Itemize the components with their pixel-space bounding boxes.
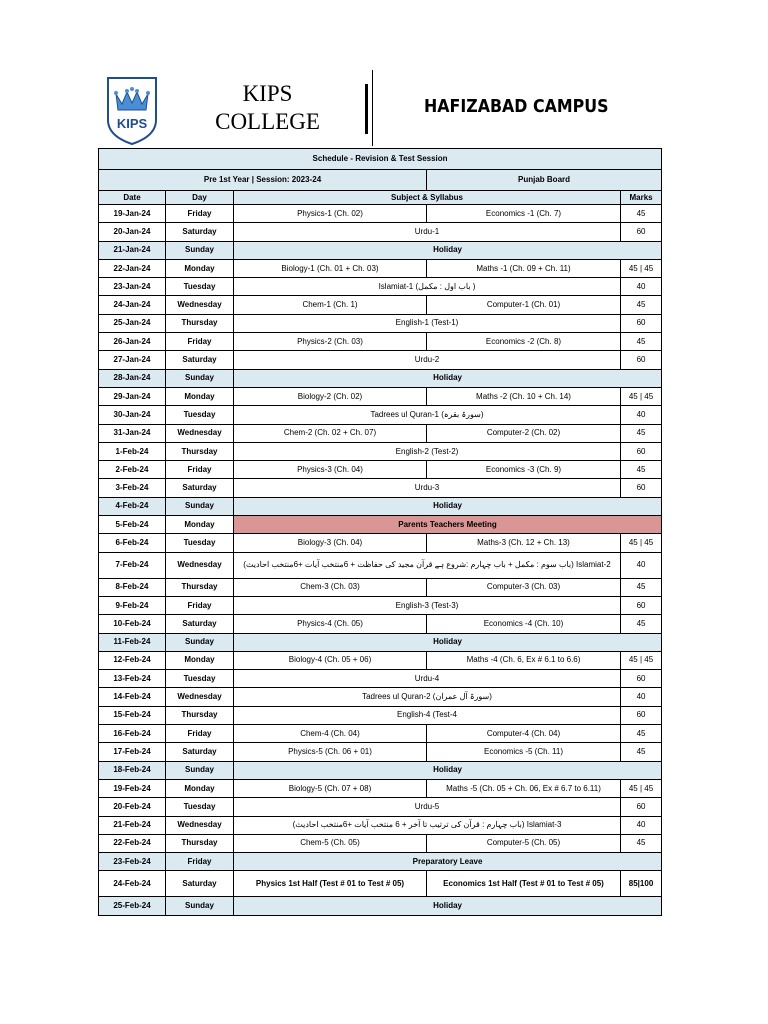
date-cell: 8-Feb-24	[99, 578, 166, 596]
marks-cell: 40	[621, 278, 662, 296]
subject-cell: Maths -1 (Ch. 09 + Ch. 11)	[427, 259, 621, 277]
marks-cell: 45	[621, 424, 662, 442]
table-row	[99, 534, 662, 552]
subject-cell: Urdu-3	[234, 479, 621, 497]
table-row	[99, 743, 662, 761]
table-row	[99, 871, 662, 897]
day-cell: Saturday	[166, 871, 234, 897]
date-cell: 4-Feb-24	[99, 497, 166, 515]
subject-cell: Physics 1st Half (Test # 01 to Test # 05)	[234, 871, 427, 897]
subject-cell: Economics -3 (Ch. 9)	[427, 461, 621, 479]
table-row	[99, 798, 662, 816]
table-row	[99, 651, 662, 669]
subject-cell: Maths -2 (Ch. 10 + Ch. 14)	[427, 387, 621, 405]
subject-cell: Computer-1 (Ch. 01)	[427, 296, 621, 314]
date-cell: 28-Jan-24	[99, 369, 166, 387]
marks-cell: 60	[621, 706, 662, 724]
date-cell: 6-Feb-24	[99, 534, 166, 552]
marks-cell: 45	[621, 834, 662, 852]
table-row	[99, 633, 662, 651]
logo-text: KIPS	[116, 116, 148, 131]
marks-cell: 45	[621, 333, 662, 351]
subject-cell: Economics -4 (Ch. 10)	[427, 615, 621, 633]
day-cell: Sunday	[166, 897, 234, 915]
subject-cell: Biology-4 (Ch. 05 + 06)	[234, 651, 427, 669]
marks-cell: 40	[621, 552, 662, 578]
subject-cell: Computer-4 (Ch. 04)	[427, 725, 621, 743]
table-row	[99, 779, 662, 797]
subject-cell: (باب چہارم : قرآن کی ترتیب تا آخر + 6 منتخب آیات +6منتخب احادیث) Islamiat-3	[234, 816, 621, 834]
marks-cell: 45	[621, 461, 662, 479]
table-row	[99, 725, 662, 743]
day-cell: Friday	[166, 853, 234, 871]
date-cell: 17-Feb-24	[99, 743, 166, 761]
marks-cell: 45	[621, 296, 662, 314]
table-row	[99, 615, 662, 633]
day-cell: Tuesday	[166, 406, 234, 424]
column-header-date: Date	[99, 191, 166, 205]
marks-cell: 45 | 45	[621, 387, 662, 405]
date-cell: 15-Feb-24	[99, 706, 166, 724]
subject-cell: Physics-3 (Ch. 04)	[234, 461, 427, 479]
college-name-line1: KIPS	[242, 81, 293, 106]
subject-cell: Economics -1 (Ch. 7)	[427, 205, 621, 223]
column-header-subject: Subject & Syllabus	[234, 191, 621, 205]
subject-cell: Economics -5 (Ch. 11)	[427, 743, 621, 761]
table-row	[99, 578, 662, 596]
day-cell: Wednesday	[166, 552, 234, 578]
table-row	[99, 259, 662, 277]
subject-cell: Biology-5 (Ch. 07 + 08)	[234, 779, 427, 797]
table-row	[99, 461, 662, 479]
subject-cell: Computer-3 (Ch. 03)	[427, 578, 621, 596]
subject-cell: (باب سوم : مکمل + باب چہارم :شروع ہے قرآن مجید کی حفاظت + 6منتخب آیات +6منتخب احادیث) Islamiat-2	[234, 552, 621, 578]
marks-cell: 45	[621, 725, 662, 743]
subject-cell: English-1 (Test-1)	[234, 314, 621, 332]
subject-cell: Physics-4 (Ch. 05)	[234, 615, 427, 633]
date-cell: 24-Feb-24	[99, 871, 166, 897]
subject-cell: Islamiat-1 (باب اول : مکمل )	[234, 278, 621, 296]
date-cell: 22-Jan-24	[99, 259, 166, 277]
table-row	[99, 387, 662, 405]
page-header	[0, 0, 768, 148]
table-row	[99, 241, 662, 259]
subject-cell: Urdu-2	[234, 351, 621, 369]
ptm-cell: Parents Teachers Meeting	[234, 516, 662, 534]
day-cell: Sunday	[166, 633, 234, 651]
subject-cell: English-2 (Test-2)	[234, 442, 621, 460]
subject-cell: Urdu-1	[234, 223, 621, 241]
table-row	[99, 406, 662, 424]
date-cell: 23-Jan-24	[99, 278, 166, 296]
day-cell: Monday	[166, 516, 234, 534]
table-row	[99, 479, 662, 497]
marks-cell: 45 | 45	[621, 651, 662, 669]
marks-cell: 60	[621, 798, 662, 816]
header-divider-thin	[372, 70, 373, 146]
marks-cell: 60	[621, 351, 662, 369]
day-cell: Friday	[166, 461, 234, 479]
subject-cell: English-4 (Test-4	[234, 706, 621, 724]
date-cell: 20-Jan-24	[99, 223, 166, 241]
date-cell: 21-Feb-24	[99, 816, 166, 834]
subject-cell: Biology-3 (Ch. 04)	[234, 534, 427, 552]
table-row	[99, 497, 662, 515]
subject-cell: Biology-2 (Ch. 02)	[234, 387, 427, 405]
subject-cell: Physics-5 (Ch. 06 + 01)	[234, 743, 427, 761]
marks-cell: 45 | 45	[621, 259, 662, 277]
subject-cell: Chem-1 (Ch. 1)	[234, 296, 427, 314]
holiday-cell: Holiday	[234, 497, 662, 515]
date-cell: 14-Feb-24	[99, 688, 166, 706]
day-cell: Monday	[166, 387, 234, 405]
table-row	[99, 834, 662, 852]
marks-cell: 45 | 45	[621, 779, 662, 797]
marks-cell: 45	[621, 615, 662, 633]
table-row	[99, 670, 662, 688]
day-cell: Tuesday	[166, 670, 234, 688]
date-cell: 2-Feb-24	[99, 461, 166, 479]
subject-cell: English-3 (Test-3)	[234, 596, 621, 614]
table-row	[99, 761, 662, 779]
table-row	[99, 296, 662, 314]
subject-cell: Chem-3 (Ch. 03)	[234, 578, 427, 596]
day-cell: Sunday	[166, 761, 234, 779]
marks-cell: 60	[621, 479, 662, 497]
table-row	[99, 369, 662, 387]
marks-cell: 60	[621, 670, 662, 688]
table-row	[99, 205, 662, 223]
date-cell: 21-Jan-24	[99, 241, 166, 259]
day-cell: Wednesday	[166, 424, 234, 442]
table-row	[99, 223, 662, 241]
table-row	[99, 442, 662, 460]
holiday-cell: Holiday	[234, 241, 662, 259]
header-divider	[365, 84, 368, 134]
date-cell: 16-Feb-24	[99, 725, 166, 743]
subject-cell: Physics-1 (Ch. 02)	[234, 205, 427, 223]
day-cell: Thursday	[166, 442, 234, 460]
marks-cell: 45	[621, 743, 662, 761]
college-name	[205, 80, 330, 136]
subject-cell: Computer-2 (Ch. 02)	[427, 424, 621, 442]
date-cell: 1-Feb-24	[99, 442, 166, 460]
date-cell: 24-Jan-24	[99, 296, 166, 314]
column-header-day: Day	[166, 191, 234, 205]
day-cell: Wednesday	[166, 296, 234, 314]
table-row	[99, 706, 662, 724]
subject-cell: Urdu-5	[234, 798, 621, 816]
day-cell: Friday	[166, 596, 234, 614]
day-cell: Monday	[166, 779, 234, 797]
subject-cell: Biology-1 (Ch. 01 + Ch. 03)	[234, 259, 427, 277]
date-cell: 19-Feb-24	[99, 779, 166, 797]
table-row	[99, 351, 662, 369]
day-cell: Friday	[166, 205, 234, 223]
board-label: Punjab Board	[427, 170, 662, 191]
date-cell: 25-Feb-24	[99, 897, 166, 915]
subject-cell: Maths -4 (Ch. 6, Ex # 6.1 to 6.6)	[427, 651, 621, 669]
subject-cell: Tadrees ul Quran-1 (سورۃ بقرہ)	[234, 406, 621, 424]
schedule-title: Schedule - Revision & Test Session	[99, 149, 662, 170]
marks-cell: 60	[621, 596, 662, 614]
day-cell: Monday	[166, 651, 234, 669]
holiday-cell: Holiday	[234, 897, 662, 915]
day-cell: Sunday	[166, 369, 234, 387]
prep-leave-cell: Preparatory Leave	[234, 853, 662, 871]
holiday-cell: Holiday	[234, 633, 662, 651]
marks-cell: 60	[621, 223, 662, 241]
day-cell: Wednesday	[166, 688, 234, 706]
date-cell: 29-Jan-24	[99, 387, 166, 405]
date-cell: 20-Feb-24	[99, 798, 166, 816]
date-cell: 26-Jan-24	[99, 333, 166, 351]
date-cell: 11-Feb-24	[99, 633, 166, 651]
college-name-line2: COLLEGE	[215, 109, 320, 134]
date-cell: 13-Feb-24	[99, 670, 166, 688]
day-cell: Saturday	[166, 615, 234, 633]
day-cell: Thursday	[166, 706, 234, 724]
day-cell: Thursday	[166, 834, 234, 852]
date-cell: 19-Jan-24	[99, 205, 166, 223]
day-cell: Saturday	[166, 743, 234, 761]
day-cell: Thursday	[166, 578, 234, 596]
date-cell: 25-Jan-24	[99, 314, 166, 332]
table-row	[99, 897, 662, 915]
subject-cell: Maths -5 (Ch. 05 + Ch. 06, Ex # 6.7 to 6.11)	[427, 779, 621, 797]
marks-cell: 60	[621, 442, 662, 460]
table-row	[99, 278, 662, 296]
kips-logo-icon	[106, 76, 158, 146]
day-cell: Tuesday	[166, 278, 234, 296]
table-row	[99, 314, 662, 332]
marks-cell: 45 | 45	[621, 534, 662, 552]
schedule-body	[99, 205, 662, 916]
subject-cell: Urdu-4	[234, 670, 621, 688]
subject-cell: Chem-4 (Ch. 04)	[234, 725, 427, 743]
subject-cell: Maths-3 (Ch. 12 + Ch. 13)	[427, 534, 621, 552]
day-cell: Friday	[166, 725, 234, 743]
table-row	[99, 596, 662, 614]
marks-cell: 85|100	[621, 871, 662, 897]
marks-cell: 60	[621, 314, 662, 332]
table-row	[99, 688, 662, 706]
table-row	[99, 333, 662, 351]
holiday-cell: Holiday	[234, 369, 662, 387]
day-cell: Tuesday	[166, 798, 234, 816]
holiday-cell: Holiday	[234, 761, 662, 779]
subject-cell: Computer-5 (Ch. 05)	[427, 834, 621, 852]
marks-cell: 45	[621, 578, 662, 596]
table-row	[99, 516, 662, 534]
day-cell: Tuesday	[166, 534, 234, 552]
date-cell: 5-Feb-24	[99, 516, 166, 534]
date-cell: 10-Feb-24	[99, 615, 166, 633]
date-cell: 9-Feb-24	[99, 596, 166, 614]
date-cell: 31-Jan-24	[99, 424, 166, 442]
subject-cell: Economics -2 (Ch. 8)	[427, 333, 621, 351]
table-row	[99, 853, 662, 871]
session-label: Pre 1st Year | Session: 2023-24	[99, 170, 427, 191]
date-cell: 22-Feb-24	[99, 834, 166, 852]
subject-cell: Chem-2 (Ch. 02 + Ch. 07)	[234, 424, 427, 442]
date-cell: 12-Feb-24	[99, 651, 166, 669]
day-cell: Saturday	[166, 223, 234, 241]
subject-cell: Chem-5 (Ch. 05)	[234, 834, 427, 852]
day-cell: Friday	[166, 333, 234, 351]
date-cell: 27-Jan-24	[99, 351, 166, 369]
table-row	[99, 552, 662, 578]
day-cell: Wednesday	[166, 816, 234, 834]
day-cell: Sunday	[166, 241, 234, 259]
day-cell: Saturday	[166, 351, 234, 369]
marks-cell: 40	[621, 406, 662, 424]
campus-name: HAFIZABAD CAMPUS	[424, 96, 609, 117]
date-cell: 3-Feb-24	[99, 479, 166, 497]
subject-cell: Tadrees ul Quran-2 (سورۃ آل عمران)	[234, 688, 621, 706]
date-cell: 23-Feb-24	[99, 853, 166, 871]
subject-cell: Physics-2 (Ch. 03)	[234, 333, 427, 351]
marks-cell: 45	[621, 205, 662, 223]
day-cell: Monday	[166, 259, 234, 277]
marks-cell: 40	[621, 688, 662, 706]
table-row	[99, 816, 662, 834]
column-header-marks: Marks	[621, 191, 662, 205]
date-cell: 30-Jan-24	[99, 406, 166, 424]
marks-cell: 40	[621, 816, 662, 834]
day-cell: Sunday	[166, 497, 234, 515]
schedule-table	[98, 148, 662, 916]
table-row	[99, 424, 662, 442]
day-cell: Thursday	[166, 314, 234, 332]
date-cell: 18-Feb-24	[99, 761, 166, 779]
day-cell: Saturday	[166, 479, 234, 497]
subject-cell: Economics 1st Half (Test # 01 to Test # 05)	[427, 871, 621, 897]
date-cell: 7-Feb-24	[99, 552, 166, 578]
